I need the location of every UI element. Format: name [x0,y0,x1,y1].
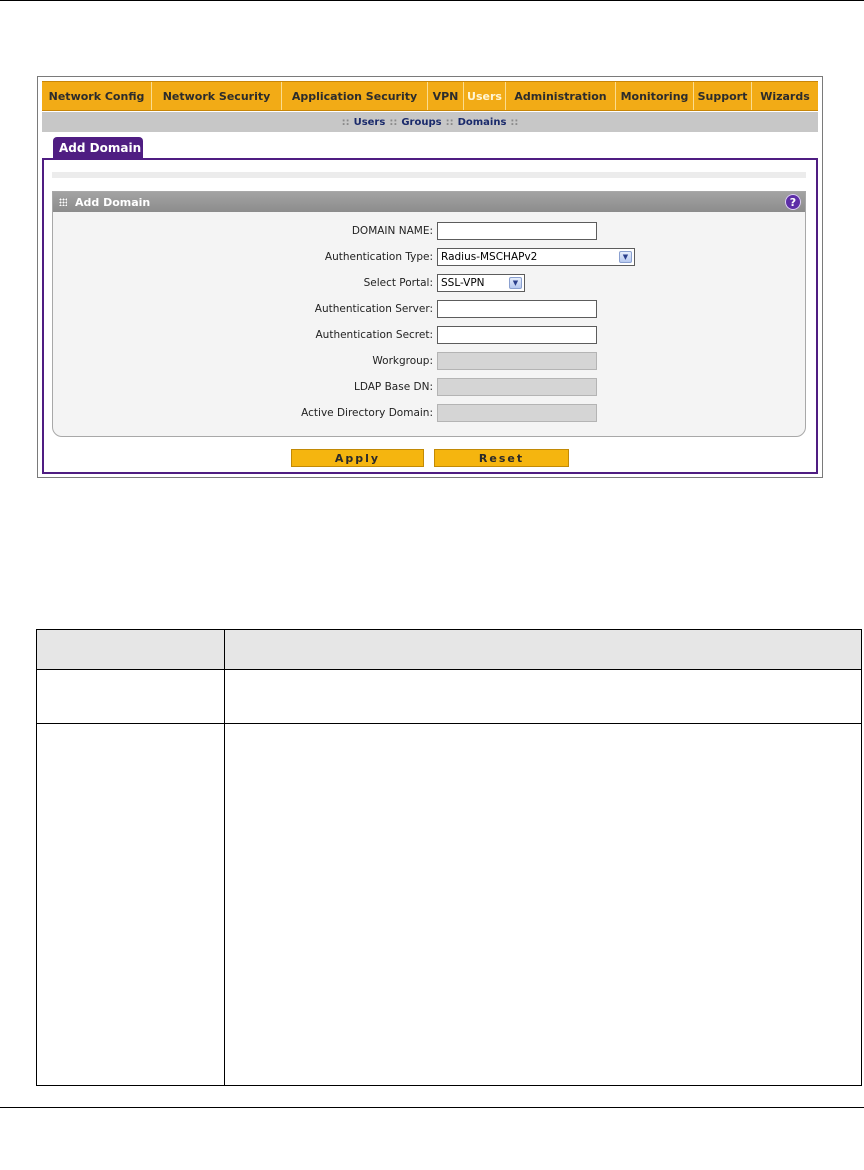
row-domain-name [53,222,806,242]
nav-item-administration[interactable]: Administration [506,82,616,110]
ad-domain-label: Active Directory Domain: [301,407,433,419]
sub-nav-domains[interactable]: Domains [457,116,507,128]
chevron-down-icon: ▼ [619,251,632,263]
tab-add-domain[interactable]: Add Domain [53,137,143,158]
sub-nav [42,112,818,132]
screenshot-frame [37,76,823,478]
help-icon[interactable]: ? [785,194,801,210]
auth-type-label: Authentication Type: [324,251,433,263]
row-auth-secret [53,326,806,346]
sub-nav-separator: :: [510,116,519,128]
grip-icon [59,198,67,206]
row-ad-domain [53,404,806,424]
panel-title: Add Domain [75,195,151,209]
row-workgroup [53,352,806,372]
table-column-divider [224,630,225,1085]
table-row-divider [37,723,861,724]
nav-item-application-security[interactable]: Application Security [282,82,428,110]
auth-server-input[interactable] [437,300,597,318]
ad-domain-input[interactable] [437,404,597,422]
description-table [36,629,862,1086]
reset-button[interactable]: Reset [434,449,569,467]
apply-button[interactable]: Apply [291,449,424,467]
sub-nav-users[interactable]: Users [353,116,386,128]
panel-header [53,192,805,212]
ldap-base-dn-input[interactable] [437,378,597,396]
auth-type-value: Radius-MSCHAPv2 [441,251,538,263]
nav-item-support[interactable]: Support [694,82,752,110]
nav-item-network-security[interactable]: Network Security [152,82,282,110]
sub-nav-separator: :: [341,116,350,128]
nav-item-monitoring[interactable]: Monitoring [616,82,694,110]
workgroup-input[interactable] [437,352,597,370]
auth-secret-label: Authentication Secret: [315,329,433,341]
ldap-base-dn-label: LDAP Base DN: [354,381,433,393]
nav-item-vpn[interactable]: VPN [428,82,464,110]
sub-nav-groups[interactable]: Groups [401,116,442,128]
page-bottom-rule [0,1107,864,1108]
portal-select[interactable] [437,274,525,292]
nav-item-wizards[interactable]: Wizards [760,89,810,103]
row-auth-server [53,300,806,320]
row-auth-type [53,248,806,268]
domain-name-input[interactable] [437,222,597,240]
auth-server-label: Authentication Server: [314,303,433,315]
table-header-row [37,630,861,669]
portal-value: SSL-VPN [441,277,485,289]
row-ldap-base-dn [53,378,806,398]
chevron-down-icon: ▼ [509,277,522,289]
page-top-rule [0,0,864,1]
top-nav [42,81,818,111]
sub-nav-separator: :: [445,116,454,128]
add-domain-panel [52,191,806,437]
sub-nav-separator: :: [389,116,398,128]
auth-secret-input[interactable] [437,326,597,344]
portal-label: Select Portal: [363,277,433,289]
row-portal [53,274,806,294]
table-row-divider [37,669,861,670]
auth-type-select[interactable] [437,248,635,266]
nav-item-network-config[interactable]: Network Config [42,82,152,110]
workgroup-label: Workgroup: [372,355,433,367]
domain-name-label: DOMAIN NAME: [351,225,433,237]
divider-strip [52,172,806,178]
nav-item-users[interactable]: Users [464,82,506,110]
